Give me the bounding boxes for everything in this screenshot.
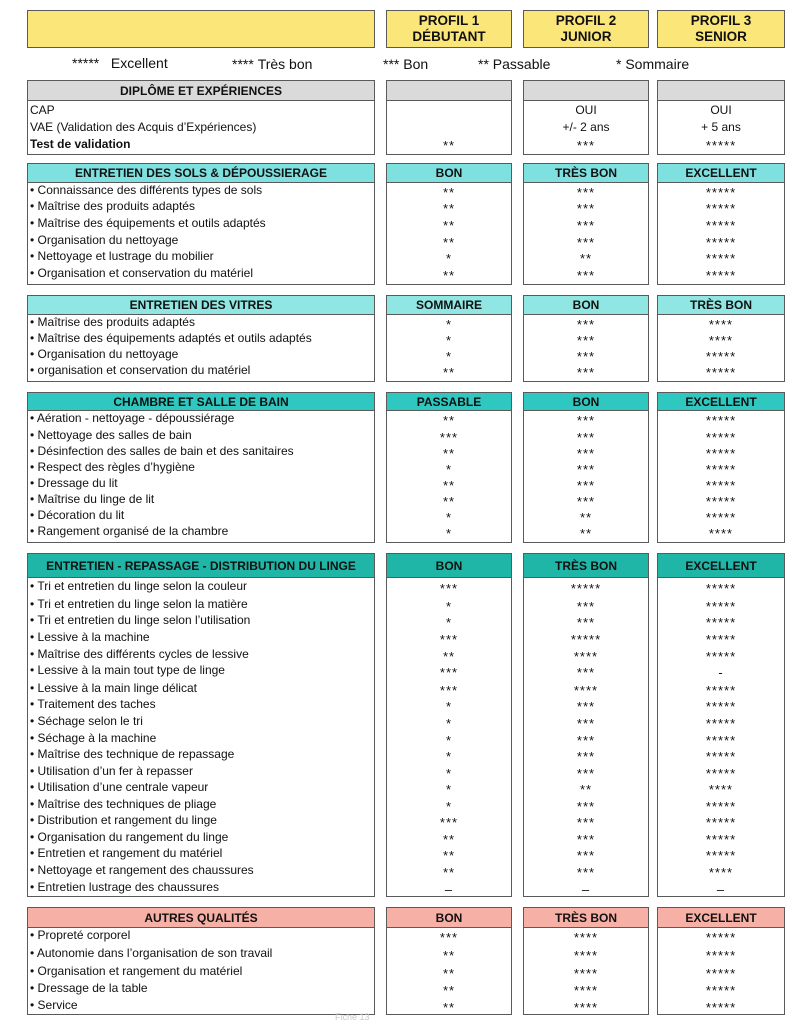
section-level-header: SOMMAIRE [386, 295, 512, 315]
skill-rating: ** [442, 446, 456, 461]
profile-2-line2: JUNIOR [560, 29, 612, 44]
skill-rating: *** [576, 462, 596, 477]
skill-rating: ***** [705, 766, 737, 781]
skill-rating: **** [573, 649, 599, 664]
skill-rating: ***** [705, 632, 737, 647]
skill-rating: * [445, 716, 453, 731]
skill-rating: ***** [705, 446, 737, 461]
skill-rating: ***** [705, 268, 737, 283]
skill-rating: *** [576, 268, 596, 283]
section-level-header: BON [386, 907, 512, 928]
skill-label: • Séchage à la machine [30, 731, 157, 745]
skill-rating: **** [573, 966, 599, 981]
skill-rating: ***** [705, 983, 737, 998]
section-level-header: TRÈS BON [523, 163, 649, 183]
skill-rating: ** [442, 413, 456, 428]
skill-label: • Tri et entretien du linge selon l’utilisation [30, 613, 251, 627]
skill-rating: **** [708, 317, 734, 332]
skill-label: • Tri et entretien du linge selon la couleur [30, 579, 247, 593]
skill-label: • Décoration du lit [30, 508, 125, 522]
skill-rating: * [445, 766, 453, 781]
skill-label: • Maîtrise des technique de repassage [30, 747, 235, 761]
section-level-header: BON [386, 163, 512, 183]
skill-rating: *** [576, 185, 596, 200]
skill-rating: ***** [705, 430, 737, 445]
skill-label: • Maîtrise des équipements adaptés et outils adaptés [30, 331, 312, 345]
skill-rating: *** [576, 699, 596, 714]
skill-rating: ***** [705, 615, 737, 630]
diplome-value: +/- 2 ans [562, 120, 610, 134]
skill-rating: ** [579, 782, 593, 797]
skill-rating: **** [573, 948, 599, 963]
legend-label: Bon [403, 56, 429, 72]
skill-rating: *** [439, 581, 459, 596]
skill-label: • Connaissance des différents types de sols [30, 183, 263, 197]
skill-rating: ** [579, 510, 593, 525]
skill-label: • Respect des règles d’hygiène [30, 460, 195, 474]
section-level-header: TRÈS BON [523, 553, 649, 578]
skill-rating: ** [442, 185, 456, 200]
section-title: ENTRETIEN DES VITRES [27, 295, 375, 315]
skill-rating: *** [576, 665, 596, 680]
skill-rating: ***** [705, 218, 737, 233]
skill-label: • Aération - nettoyage - dépoussiérage [30, 411, 235, 425]
skill-rating: ***** [705, 462, 737, 477]
skill-rating: *** [576, 201, 596, 216]
skill-rating: ***** [705, 716, 737, 731]
skill-rating: *** [439, 430, 459, 445]
skill-rating: ***** [705, 235, 737, 250]
skill-rating: *** [576, 349, 596, 364]
diplome-value: + 5 ans [701, 120, 741, 134]
profile-3-line1: PROFIL 3 [690, 13, 752, 28]
watermark: Fiche 13 [335, 1012, 370, 1022]
header-title-box [27, 10, 375, 48]
skill-rating: ***** [705, 749, 737, 764]
skill-rating: *** [576, 333, 596, 348]
legend-stars: * [616, 56, 622, 72]
skill-label: • Maîtrise des produits adaptés [30, 315, 195, 329]
skill-label: • Organisation et conservation du matériel [30, 266, 253, 280]
diplome-title: DIPLÔME ET EXPÉRIENCES [27, 80, 375, 101]
section-level-header: EXCELLENT [657, 553, 785, 578]
section-level-header: EXCELLENT [657, 163, 785, 183]
skill-label: • Lessive à la main tout type de linge [30, 663, 225, 677]
profile-2-header [523, 10, 649, 48]
skill-rating: * [445, 733, 453, 748]
skill-rating: ** [442, 1000, 456, 1015]
skill-rating: ** [579, 251, 593, 266]
section-level-header: PASSABLE [386, 392, 512, 411]
skill-rating: ** [442, 268, 456, 283]
skill-rating: ** [442, 948, 456, 963]
skill-label: • Entretien lustrage des chaussures [30, 880, 219, 894]
legend-stars: ***** [72, 55, 100, 71]
legend-excellent [72, 55, 168, 71]
skill-rating: ***** [705, 599, 737, 614]
legend-label: Passable [492, 56, 551, 72]
skill-label: • Tri et entretien du linge selon la matière [30, 597, 248, 611]
skill-rating: - [718, 665, 724, 680]
skill-label: • Propreté corporel [30, 928, 131, 942]
skill-rating: ** [442, 201, 456, 216]
skill-rating: *** [576, 494, 596, 509]
legend-label: Sommaire [625, 56, 690, 72]
skill-rating: *** [576, 865, 596, 880]
skill-rating: *** [439, 632, 459, 647]
skill-label: • Lessive à la machine [30, 630, 150, 644]
skill-rating: ** [442, 983, 456, 998]
skill-label: • Lessive à la main linge délicat [30, 681, 197, 695]
skill-rating: * [445, 526, 453, 541]
skill-label: • Organisation du nettoyage [30, 347, 179, 361]
diplome-value: OUI [575, 103, 597, 117]
skill-rating: *** [576, 218, 596, 233]
skill-rating: *** [576, 413, 596, 428]
skill-label: • Organisation et rangement du matériel [30, 964, 243, 978]
skill-rating: ***** [705, 365, 737, 380]
section-title: AUTRES QUALITÉS [27, 907, 375, 928]
skill-rating: ** [442, 649, 456, 664]
skill-label: • organisation et conservation du matériel [30, 363, 251, 377]
skill-label: • Nettoyage et lustrage du mobilier [30, 249, 214, 263]
skill-rating: ***** [705, 699, 737, 714]
skill-rating: * [445, 349, 453, 364]
diplome-row-label: VAE (Validation des Acquis d’Expériences) [30, 120, 257, 134]
skill-label: • Autonomie dans l’organisation de son travail [30, 946, 273, 960]
skill-rating: *** [439, 930, 459, 945]
legend-sommaire [616, 56, 689, 72]
skill-rating: ***** [705, 185, 737, 200]
skill-rating: ***** [705, 201, 737, 216]
skill-label: • Séchage selon le tri [30, 714, 143, 728]
skill-label: • Distribution et rangement du linge [30, 813, 217, 827]
skill-rating: ***** [705, 510, 737, 525]
skill-label: • Maîtrise des différents cycles de lessive [30, 647, 249, 661]
skill-rating: *** [576, 815, 596, 830]
legend-label: Très bon [257, 56, 313, 72]
skill-rating: ***** [705, 799, 737, 814]
legend-stars: ** [478, 56, 489, 72]
skill-label: • Utilisation d’un fer à repasser [30, 764, 193, 778]
skill-rating: ***** [705, 649, 737, 664]
skill-rating: ***** [705, 948, 737, 963]
profile-3-header [657, 10, 785, 48]
skill-rating: **** [573, 683, 599, 698]
profile-2-line1: PROFIL 2 [555, 13, 617, 28]
skill-rating: – [716, 882, 726, 897]
skill-rating: *** [576, 716, 596, 731]
skill-rating: *** [439, 665, 459, 680]
skill-rating: **** [708, 865, 734, 880]
skill-rating: * [445, 510, 453, 525]
skill-rating: – [444, 882, 454, 897]
skill-rating: *** [576, 317, 596, 332]
skill-label: • Maîtrise des produits adaptés [30, 199, 195, 213]
skill-rating: **** [573, 983, 599, 998]
skill-label: • Nettoyage des salles de bain [30, 428, 192, 442]
skill-rating: ** [442, 218, 456, 233]
skill-rating: * [445, 333, 453, 348]
skill-rating: ***** [705, 930, 737, 945]
skill-rating: ***** [705, 251, 737, 266]
skill-rating: ***** [570, 632, 602, 647]
skill-rating: ***** [705, 1000, 737, 1015]
diplome-p2-head [523, 80, 649, 101]
skill-rating: ***** [705, 832, 737, 847]
legend-bon [383, 56, 428, 72]
skill-label: • Désinfection des salles de bain et des sanitaires [30, 444, 294, 458]
skill-rating: *** [576, 848, 596, 863]
skill-rating: *** [576, 478, 596, 493]
skill-rating: *** [576, 430, 596, 445]
section-level-header: BON [523, 392, 649, 411]
profile-1-line1: PROFIL 1 [418, 13, 480, 28]
skill-rating: ***** [570, 581, 602, 596]
skill-rating: ** [442, 832, 456, 847]
skill-rating: ***** [705, 413, 737, 428]
section-title: ENTRETIEN - REPASSAGE - DISTRIBUTION DU LINGE [27, 553, 375, 578]
section-title: CHAMBRE ET SALLE DE BAIN [27, 392, 375, 411]
profile-1-line2: DÉBUTANT [412, 29, 486, 44]
diplome-p1-head [386, 80, 512, 101]
skill-rating: **** [573, 1000, 599, 1015]
skill-rating: * [445, 462, 453, 477]
skill-label: • Organisation du rangement du linge [30, 830, 229, 844]
diplome-p3-head [657, 80, 785, 101]
diplome-stars: ***** [705, 138, 737, 153]
skill-rating: ** [579, 526, 593, 541]
section-level-header: EXCELLENT [657, 907, 785, 928]
skill-rating: *** [439, 815, 459, 830]
skill-rating: * [445, 615, 453, 630]
section-level-header: TRÈS BON [523, 907, 649, 928]
legend-label: Excellent [110, 55, 168, 71]
skill-label: • Entretien et rangement du matériel [30, 846, 223, 860]
diplome-row-label: CAP [30, 103, 55, 117]
skill-rating: * [445, 317, 453, 332]
legend-tres-bon [232, 56, 312, 72]
skill-rating: **** [708, 333, 734, 348]
skill-rating: ***** [705, 966, 737, 981]
skill-label: • Organisation du nettoyage [30, 233, 179, 247]
profile-1-header [386, 10, 512, 48]
skill-label: • Utilisation d’une centrale vapeur [30, 780, 209, 794]
skill-rating: *** [576, 799, 596, 814]
skill-label: • Dressage de la table [30, 981, 148, 995]
diplome-stars: ** [442, 138, 456, 153]
skill-rating: *** [576, 365, 596, 380]
skill-rating: ***** [705, 683, 737, 698]
skill-label: • Traitement des taches [30, 697, 156, 711]
skill-rating: *** [576, 832, 596, 847]
skill-rating: ** [442, 478, 456, 493]
skill-rating: ** [442, 848, 456, 863]
skill-rating: *** [576, 766, 596, 781]
legend-passable [478, 56, 550, 72]
legend-stars: *** [383, 56, 400, 72]
skill-rating: ** [442, 494, 456, 509]
skill-rating: *** [576, 599, 596, 614]
section-level-header: EXCELLENT [657, 392, 785, 411]
skill-label: • Nettoyage et rangement des chaussures [30, 863, 254, 877]
skill-rating: *** [576, 446, 596, 461]
skill-rating: *** [439, 683, 459, 698]
skill-rating: * [445, 749, 453, 764]
skill-rating: ***** [705, 581, 737, 596]
skill-label: • Maîtrise des équipements et outils adaptés [30, 216, 266, 230]
legend-stars: **** [232, 56, 254, 72]
skill-rating: *** [576, 749, 596, 764]
skill-label: • Maîtrise du linge de lit [30, 492, 155, 506]
skill-rating: – [581, 882, 591, 897]
skill-rating: ***** [705, 815, 737, 830]
skill-rating: ***** [705, 349, 737, 364]
skill-rating: *** [576, 733, 596, 748]
skill-rating: **** [708, 782, 734, 797]
diplome-row-label: Test de validation [30, 137, 131, 151]
profile-3-line2: SENIOR [695, 29, 747, 44]
skill-rating: ** [442, 235, 456, 250]
diplome-stars: *** [576, 138, 596, 153]
skill-rating: ** [442, 865, 456, 880]
skill-rating: ***** [705, 733, 737, 748]
skill-rating: ***** [705, 494, 737, 509]
skill-label: • Maîtrise des techniques de pliage [30, 797, 217, 811]
skill-label: • Dressage du lit [30, 476, 118, 490]
skill-rating: * [445, 799, 453, 814]
skill-rating: **** [708, 526, 734, 541]
skill-rating: * [445, 699, 453, 714]
skill-rating: ** [442, 365, 456, 380]
skill-rating: * [445, 599, 453, 614]
skill-label: • Rangement organisé de la chambre [30, 524, 229, 538]
skill-rating: * [445, 251, 453, 266]
diplome-value: OUI [710, 103, 732, 117]
skill-label: • Service [30, 998, 78, 1012]
skill-rating: **** [573, 930, 599, 945]
section-level-header: TRÈS BON [657, 295, 785, 315]
skill-rating: *** [576, 235, 596, 250]
skill-rating: * [445, 782, 453, 797]
section-title: ENTRETIEN DES SOLS & DÉPOUSSIERAGE [27, 163, 375, 183]
skill-rating: ** [442, 966, 456, 981]
section-level-header: BON [386, 553, 512, 578]
skill-rating: ***** [705, 478, 737, 493]
section-level-header: BON [523, 295, 649, 315]
skill-rating: ***** [705, 848, 737, 863]
skill-rating: *** [576, 615, 596, 630]
